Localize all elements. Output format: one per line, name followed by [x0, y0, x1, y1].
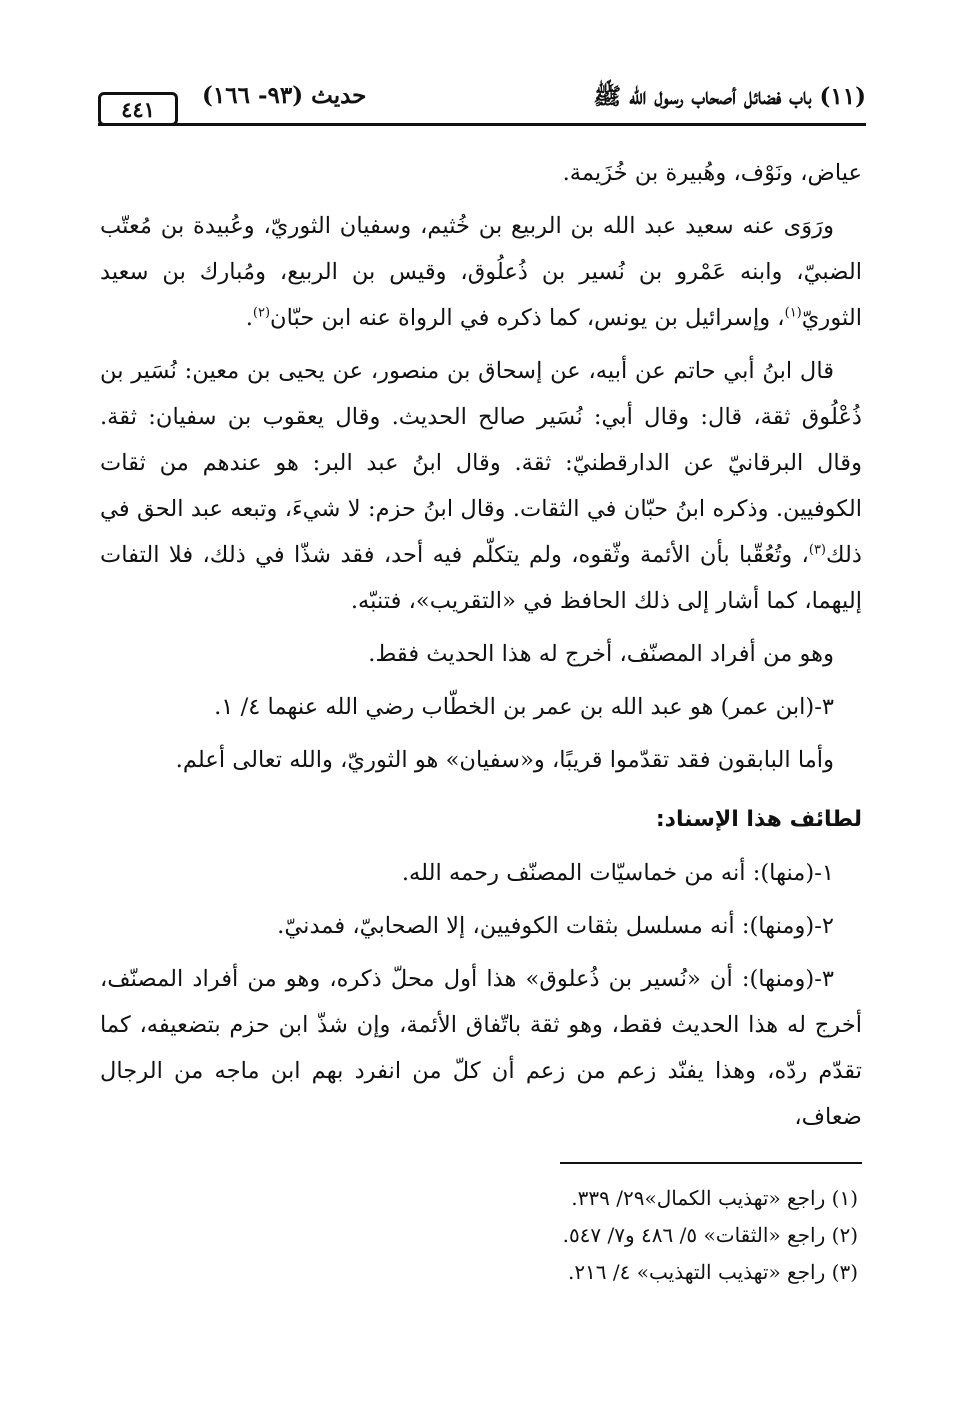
text-run: . [245, 305, 253, 331]
text-run: ، وتُعُقّبا بأن الأئمة وثّقوه، ولم يتكلّم فيه أحد، فقد شذّا في ذلك، فلا التفات إليهما، كما أشار إلى ذلك الحافظ في «التقريب»، فتنبّه. [100, 542, 862, 614]
main-text [100, 150, 862, 1140]
header-rule [98, 123, 866, 126]
paragraph: ٣-(ابن عمر) هو عبد الله بن عمر بن الخطّاب رضي الله عنهما ٤/ ١. [214, 694, 834, 720]
footnote-marker: (١) [784, 305, 802, 321]
list-item: ١-(منها): أنه من خماسيّات المصنّف رحمه الله. [401, 860, 834, 886]
footnote-rule [560, 1162, 862, 1164]
text-run: قال ابنُ أبي حاتم عن أبيه، عن إسحاق بن منصور، عن يحيى بن معين: نُسَير بن ذُعْلُوق ثقة، قال: وقال أبي: نُسَير صالح الحديث. وقال يعقوب بن سفيان: ثقة. وقال البرقانيّ عن الدارقطنيّ: ثقة. وقال ابنُ عبد البر: هو عندهم من ثقات الكوفيين. وذكره ابنُ حبّان في الثقات. وقال ابنُ حزم: لا شيءَ، وتبعه عبد الحق في ذلك [100, 358, 862, 568]
list-item: ٣-(ومنها): أن «نُسير بن ذُعلوق» هذا أول محلّ ذكره، وهو من أفراد المصنّف، أخرج له هذا الحديث فقط، وهو ثقة باتّفاق الأئمة، وإن شذّ ابن حزم بتضعيفه، كما تقدّم ردّه، وهذا يفنّد زعم من زعم أن كلّ من انفرد بهم ابن ماجه من الرجال ضعاف، [100, 966, 862, 1130]
footnote: (٣) راجع «تهذيب التهذيب» ٤/ ٢١٦. [567, 1260, 858, 1284]
paragraph: وأما البابقون فقد تقدّموا قريبًا، و«سفيان» هو الثوريّ، والله تعالى أعلم. [175, 747, 834, 773]
hadith-range: حديث (٩٣- ١٦٦) [202, 82, 367, 109]
text-run: ورَوَى عنه سعيد عبد الله بن الربيع بن خُثيم، وسفيان الثوريّ، وعُبيدة بن مُعتّب الضبيّ، وابنه عَمْرو بن نُسير بن ذُعلُوق، وقيس بن الربيع، ومُبارك بن سعيد الثوريّ [100, 213, 862, 331]
section-heading: لطائف هذا الإسناد: [655, 807, 862, 832]
chapter-title: (١١) باب فضائل أصحاب رسول الله ﷺ [593, 83, 866, 110]
footnote: (٢) راجع «الثقات» ٥/ ٤٨٦ و٧/ ٥٤٧. [562, 1223, 858, 1247]
running-header [98, 70, 866, 130]
page-number-box [98, 92, 178, 126]
paragraph [100, 203, 862, 341]
footnote: (١) راجع «تهذيب الكمال»٢٩/ ٣٣٩. [571, 1186, 858, 1210]
footnotes [140, 1180, 858, 1291]
footnote-marker: (٢) [252, 305, 271, 321]
paragraph: وهو من أفراد المصنّف، أخرج له هذا الحديث فقط. [368, 641, 834, 667]
list-item: ٢-(ومنها): أنه مسلسل بثقات الكوفيين، إلا الصحابيّ، فمدنيّ. [277, 913, 834, 939]
paragraph [100, 348, 862, 624]
text-run: ، وإسرائيل بن يونس، كما ذكره في الرواة عنه ابن حبّان [270, 305, 785, 331]
footnote-marker: (٣) [808, 542, 826, 558]
paragraph: عياض، ونَوْف، وهُبيرة بن خُزَيمة. [562, 160, 862, 186]
page-number: ٤٤١ [121, 96, 155, 122]
